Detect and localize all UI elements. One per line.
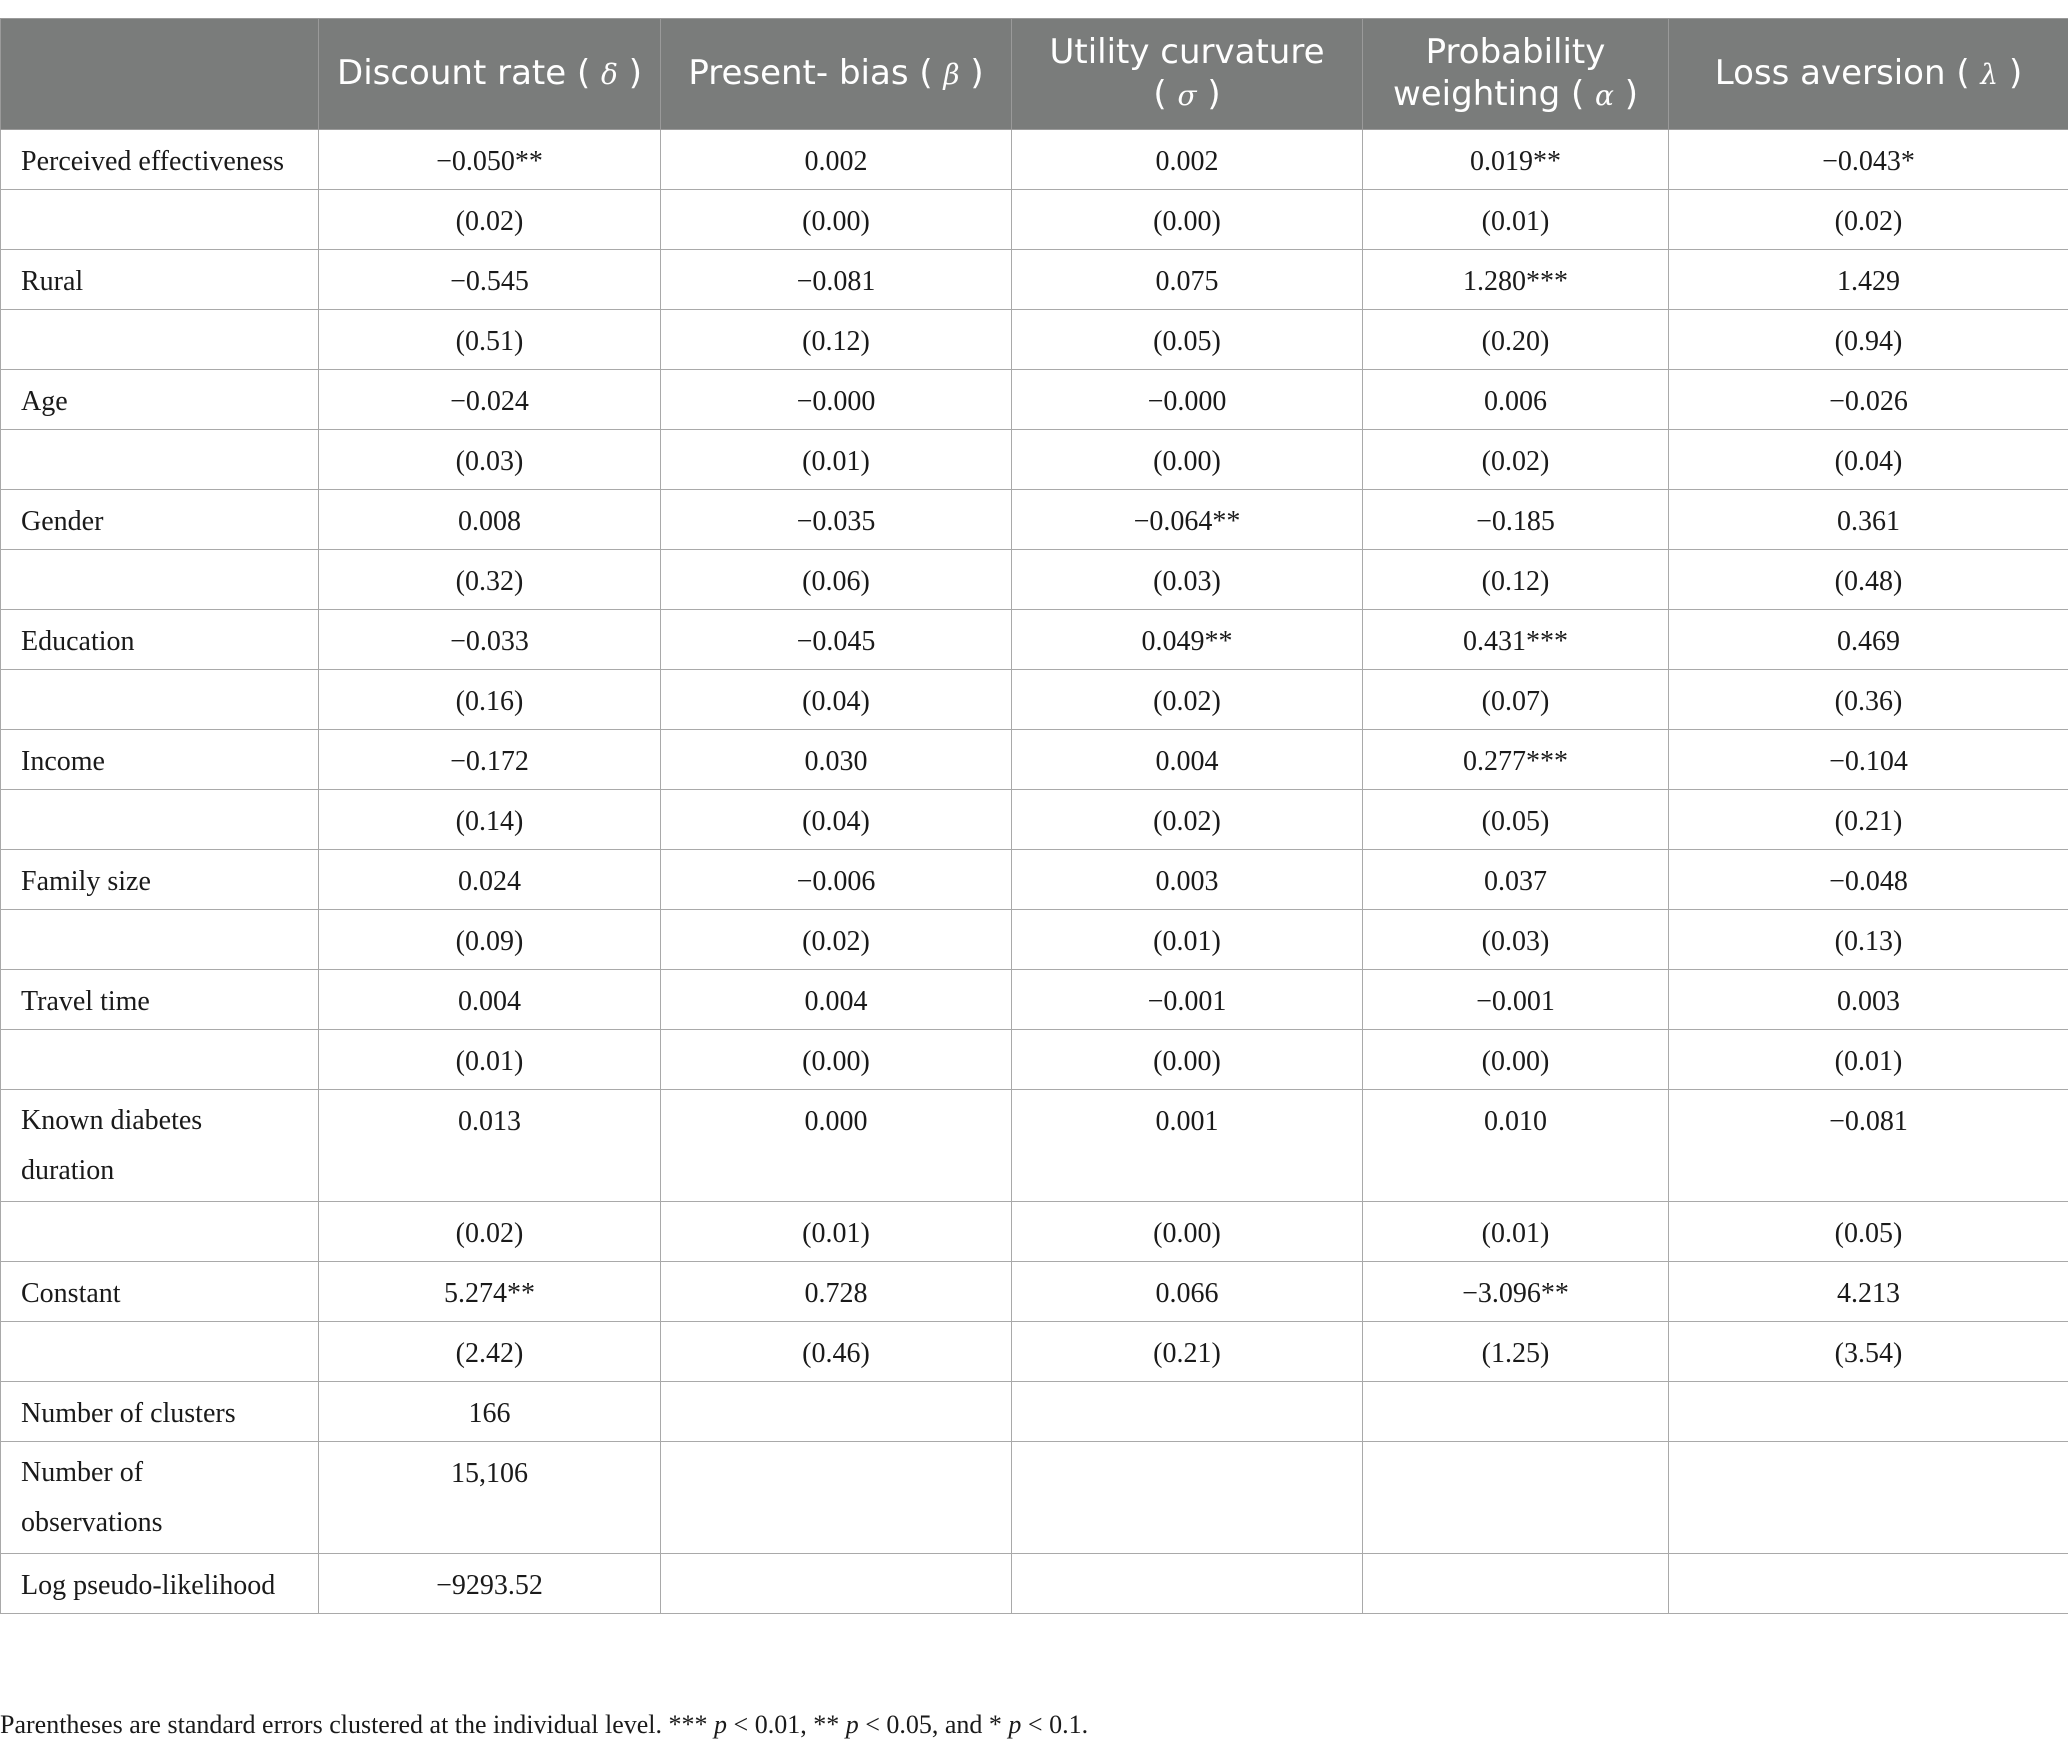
row-label-text: Rural xyxy=(21,266,84,297)
header-utility-label: Utility curvature xyxy=(1049,32,1325,72)
row-label xyxy=(1,1554,319,1614)
cell-probability-weighting: (0.00) xyxy=(1363,1030,1669,1090)
symbol-alpha: α xyxy=(1595,79,1614,112)
cell-loss-aversion xyxy=(1669,1442,2068,1554)
cell-utility-curvature: 0.002 xyxy=(1012,130,1363,190)
header-row xyxy=(1,19,2068,130)
cell-probability-weighting: (0.01) xyxy=(1363,190,1669,250)
cell-present-bias: −0.045 xyxy=(661,610,1012,670)
cell-present-bias: 0.002 xyxy=(661,130,1012,190)
cell-discount-rate: (0.32) xyxy=(319,550,661,610)
cell-present-bias: −0.006 xyxy=(661,850,1012,910)
header-loss-close: ) xyxy=(2008,53,2023,93)
row-label-text-line2: observations xyxy=(21,1507,163,1538)
table-row xyxy=(1,430,2068,490)
cell-loss-aversion: (0.04) xyxy=(1669,430,2068,490)
cell-utility-curvature: 0.001 xyxy=(1012,1090,1363,1202)
row-label-text: Gender xyxy=(21,506,104,537)
cell-utility-curvature: 0.049** xyxy=(1012,610,1363,670)
cell-probability-weighting xyxy=(1363,1382,1669,1442)
header-utility-open: ( xyxy=(1153,74,1167,114)
footnote-p2: p xyxy=(845,1710,859,1739)
cell-probability-weighting: −0.185 xyxy=(1363,490,1669,550)
cell-discount-rate: −0.024 xyxy=(319,370,661,430)
table-row xyxy=(1,1322,2068,1382)
footnote-p3: p xyxy=(1008,1710,1022,1739)
cell-utility-curvature: −0.001 xyxy=(1012,970,1363,1030)
table-row xyxy=(1,1202,2068,1262)
cell-present-bias: (0.01) xyxy=(661,1202,1012,1262)
row-label-text: Education xyxy=(21,626,135,657)
cell-utility-curvature: (0.00) xyxy=(1012,190,1363,250)
row-label xyxy=(1,490,319,550)
row-label xyxy=(1,730,319,790)
footnote-p1: p xyxy=(714,1710,728,1739)
cell-discount-rate: (0.01) xyxy=(319,1030,661,1090)
row-label xyxy=(1,1202,319,1262)
cell-probability-weighting xyxy=(1363,1442,1669,1554)
cell-probability-weighting: (0.02) xyxy=(1363,430,1669,490)
cell-present-bias: −0.081 xyxy=(661,250,1012,310)
cell-probability-weighting: (0.05) xyxy=(1363,790,1669,850)
header-discount-close: ) xyxy=(628,53,642,93)
cell-loss-aversion: (0.48) xyxy=(1669,550,2068,610)
cell-utility-curvature xyxy=(1012,1442,1363,1554)
table-row xyxy=(1,1442,2068,1554)
cell-utility-curvature: (0.00) xyxy=(1012,1030,1363,1090)
cell-utility-curvature: (0.21) xyxy=(1012,1322,1363,1382)
header-probability-close: ) xyxy=(1624,74,1639,114)
cell-discount-rate: (0.09) xyxy=(319,910,661,970)
table-row xyxy=(1,970,2068,1030)
cell-probability-weighting: 0.037 xyxy=(1363,850,1669,910)
cell-loss-aversion: −0.048 xyxy=(1669,850,2068,910)
row-label xyxy=(1,1322,319,1382)
cell-loss-aversion xyxy=(1669,1382,2068,1442)
cell-loss-aversion: (0.21) xyxy=(1669,790,2068,850)
row-label-text: Travel time xyxy=(21,986,150,1017)
cell-utility-curvature: (0.03) xyxy=(1012,550,1363,610)
cell-present-bias: (0.04) xyxy=(661,790,1012,850)
header-blank xyxy=(1,19,319,130)
cell-present-bias: −0.000 xyxy=(661,370,1012,430)
cell-present-bias: (0.06) xyxy=(661,550,1012,610)
header-probability-weighting xyxy=(1363,19,1669,130)
cell-loss-aversion: −0.081 xyxy=(1669,1090,2068,1202)
cell-present-bias xyxy=(661,1442,1012,1554)
cell-discount-rate: −9293.52 xyxy=(319,1554,661,1614)
cell-discount-rate: (0.16) xyxy=(319,670,661,730)
row-label-text: Age xyxy=(21,386,68,417)
row-label-text: Number of clusters xyxy=(21,1398,236,1429)
cell-probability-weighting: (0.12) xyxy=(1363,550,1669,610)
header-present-bias xyxy=(661,19,1012,130)
cell-present-bias: −0.035 xyxy=(661,490,1012,550)
cell-discount-rate: 0.024 xyxy=(319,850,661,910)
cell-utility-curvature: (0.02) xyxy=(1012,790,1363,850)
row-label xyxy=(1,250,319,310)
header-probability-label2: weighting ( xyxy=(1392,74,1585,114)
row-label-text: Number of xyxy=(21,1457,144,1488)
cell-probability-weighting: (0.03) xyxy=(1363,910,1669,970)
symbol-beta: β xyxy=(943,58,960,91)
table-row xyxy=(1,1554,2068,1614)
cell-loss-aversion: −0.043* xyxy=(1669,130,2068,190)
cell-probability-weighting: (0.07) xyxy=(1363,670,1669,730)
cell-probability-weighting: 0.019** xyxy=(1363,130,1669,190)
cell-loss-aversion: 0.469 xyxy=(1669,610,2068,670)
cell-discount-rate: 0.008 xyxy=(319,490,661,550)
footnote-t3: < 0.1. xyxy=(1021,1710,1089,1739)
table-body xyxy=(1,130,2068,1614)
cell-probability-weighting: (1.25) xyxy=(1363,1322,1669,1382)
footnote-t1: < 0.01, ** xyxy=(727,1710,846,1739)
row-label xyxy=(1,910,319,970)
row-label xyxy=(1,130,319,190)
cell-loss-aversion xyxy=(1669,1554,2068,1614)
row-label-text: Known diabetes xyxy=(21,1105,203,1136)
table-row xyxy=(1,730,2068,790)
cell-loss-aversion: 4.213 xyxy=(1669,1262,2068,1322)
cell-present-bias: (0.00) xyxy=(661,1030,1012,1090)
table-row xyxy=(1,550,2068,610)
row-label xyxy=(1,550,319,610)
row-label xyxy=(1,430,319,490)
cell-probability-weighting: (0.20) xyxy=(1363,310,1669,370)
row-label xyxy=(1,190,319,250)
table-row xyxy=(1,790,2068,850)
row-label xyxy=(1,310,319,370)
cell-present-bias: (0.12) xyxy=(661,310,1012,370)
row-label xyxy=(1,610,319,670)
row-label xyxy=(1,670,319,730)
cell-loss-aversion: −0.104 xyxy=(1669,730,2068,790)
table-row xyxy=(1,610,2068,670)
cell-loss-aversion: (0.05) xyxy=(1669,1202,2068,1262)
cell-probability-weighting: 0.431*** xyxy=(1363,610,1669,670)
cell-discount-rate: 0.013 xyxy=(319,1090,661,1202)
table-row xyxy=(1,370,2068,430)
cell-loss-aversion: (3.54) xyxy=(1669,1322,2068,1382)
cell-probability-weighting: −3.096** xyxy=(1363,1262,1669,1322)
cell-utility-curvature: 0.004 xyxy=(1012,730,1363,790)
cell-discount-rate: (0.02) xyxy=(319,190,661,250)
cell-discount-rate: −0.050** xyxy=(319,130,661,190)
cell-probability-weighting: 0.010 xyxy=(1363,1090,1669,1202)
cell-present-bias: (0.02) xyxy=(661,910,1012,970)
row-label xyxy=(1,370,319,430)
row-label-text: Perceived effectiveness xyxy=(21,146,285,177)
cell-present-bias: 0.728 xyxy=(661,1262,1012,1322)
symbol-sigma: σ xyxy=(1177,79,1197,112)
cell-utility-curvature: (0.00) xyxy=(1012,430,1363,490)
row-label-text-line2: duration xyxy=(21,1155,115,1186)
cell-loss-aversion: (0.02) xyxy=(1669,190,2068,250)
cell-utility-curvature xyxy=(1012,1554,1363,1614)
table-row xyxy=(1,910,2068,970)
row-label-text: Family size xyxy=(21,866,151,897)
footnote-t2: < 0.05, and * xyxy=(858,1710,1009,1739)
header-loss-label: Loss aversion ( xyxy=(1714,53,1970,93)
cell-discount-rate: 15,106 xyxy=(319,1442,661,1554)
cell-loss-aversion: −0.026 xyxy=(1669,370,2068,430)
cell-utility-curvature: 0.066 xyxy=(1012,1262,1363,1322)
cell-present-bias: (0.00) xyxy=(661,190,1012,250)
header-utility-curvature xyxy=(1012,19,1363,130)
cell-utility-curvature: 0.003 xyxy=(1012,850,1363,910)
cell-present-bias: 0.000 xyxy=(661,1090,1012,1202)
cell-loss-aversion: (0.36) xyxy=(1669,670,2068,730)
cell-discount-rate: (2.42) xyxy=(319,1322,661,1382)
cell-discount-rate: 166 xyxy=(319,1382,661,1442)
cell-probability-weighting: 0.277*** xyxy=(1363,730,1669,790)
footnote-lead: Parentheses are standard errors clustered at the individual level. *** xyxy=(0,1710,715,1739)
row-label xyxy=(1,850,319,910)
row-label xyxy=(1,1262,319,1322)
row-label-text: Log pseudo-likelihood xyxy=(21,1570,276,1601)
header-loss-aversion xyxy=(1669,19,2068,130)
cell-utility-curvature: 0.075 xyxy=(1012,250,1363,310)
table-row xyxy=(1,1262,2068,1322)
table-row xyxy=(1,310,2068,370)
cell-present-bias: (0.46) xyxy=(661,1322,1012,1382)
row-label xyxy=(1,1382,319,1442)
table-row xyxy=(1,850,2068,910)
cell-discount-rate: −0.172 xyxy=(319,730,661,790)
table-row xyxy=(1,1030,2068,1090)
row-label xyxy=(1,790,319,850)
row-label xyxy=(1,970,319,1030)
row-label xyxy=(1,1030,319,1090)
cell-probability-weighting: 1.280*** xyxy=(1363,250,1669,310)
header-discount-rate xyxy=(319,19,661,130)
cell-utility-curvature: (0.00) xyxy=(1012,1202,1363,1262)
cell-discount-rate: −0.033 xyxy=(319,610,661,670)
cell-discount-rate: −0.545 xyxy=(319,250,661,310)
cell-utility-curvature xyxy=(1012,1382,1363,1442)
cell-probability-weighting xyxy=(1363,1554,1669,1614)
cell-present-bias: 0.030 xyxy=(661,730,1012,790)
header-utility-close: ) xyxy=(1207,74,1221,114)
table-row xyxy=(1,670,2068,730)
row-label-text: Constant xyxy=(21,1278,121,1309)
cell-present-bias xyxy=(661,1554,1012,1614)
table-row xyxy=(1,190,2068,250)
cell-present-bias xyxy=(661,1382,1012,1442)
cell-probability-weighting: −0.001 xyxy=(1363,970,1669,1030)
row-label xyxy=(1,1090,319,1202)
cell-loss-aversion: (0.94) xyxy=(1669,310,2068,370)
regression-table xyxy=(0,18,2068,1614)
cell-present-bias: (0.01) xyxy=(661,430,1012,490)
header-present-label: Present- bias ( xyxy=(688,53,933,93)
cell-discount-rate: (0.03) xyxy=(319,430,661,490)
cell-loss-aversion: 0.003 xyxy=(1669,970,2068,1030)
row-label xyxy=(1,1442,319,1554)
cell-utility-curvature: (0.01) xyxy=(1012,910,1363,970)
table-row xyxy=(1,1382,2068,1442)
cell-utility-curvature: (0.02) xyxy=(1012,670,1363,730)
cell-loss-aversion: 1.429 xyxy=(1669,250,2068,310)
cell-present-bias: 0.004 xyxy=(661,970,1012,1030)
cell-probability-weighting: 0.006 xyxy=(1363,370,1669,430)
cell-utility-curvature: (0.05) xyxy=(1012,310,1363,370)
cell-loss-aversion: 0.361 xyxy=(1669,490,2068,550)
cell-discount-rate: 0.004 xyxy=(319,970,661,1030)
cell-probability-weighting: (0.01) xyxy=(1363,1202,1669,1262)
table-row xyxy=(1,490,2068,550)
cell-utility-curvature: −0.064** xyxy=(1012,490,1363,550)
header-discount-label: Discount rate ( xyxy=(337,53,591,93)
table-row xyxy=(1,250,2068,310)
header-present-close: ) xyxy=(970,53,984,93)
row-label-text: Income xyxy=(21,746,105,777)
symbol-delta: δ xyxy=(601,58,618,91)
cell-discount-rate: (0.14) xyxy=(319,790,661,850)
cell-utility-curvature: −0.000 xyxy=(1012,370,1363,430)
table-row xyxy=(1,1090,2068,1202)
cell-discount-rate: (0.51) xyxy=(319,310,661,370)
cell-discount-rate: 5.274** xyxy=(319,1262,661,1322)
cell-loss-aversion: (0.13) xyxy=(1669,910,2068,970)
cell-present-bias: (0.04) xyxy=(661,670,1012,730)
cell-discount-rate: (0.02) xyxy=(319,1202,661,1262)
cell-loss-aversion: (0.01) xyxy=(1669,1030,2068,1090)
header-probability-label: Probability xyxy=(1425,32,1606,72)
symbol-lambda: λ xyxy=(1980,58,1999,91)
table-footnote xyxy=(0,1710,1088,1740)
table-row xyxy=(1,130,2068,190)
